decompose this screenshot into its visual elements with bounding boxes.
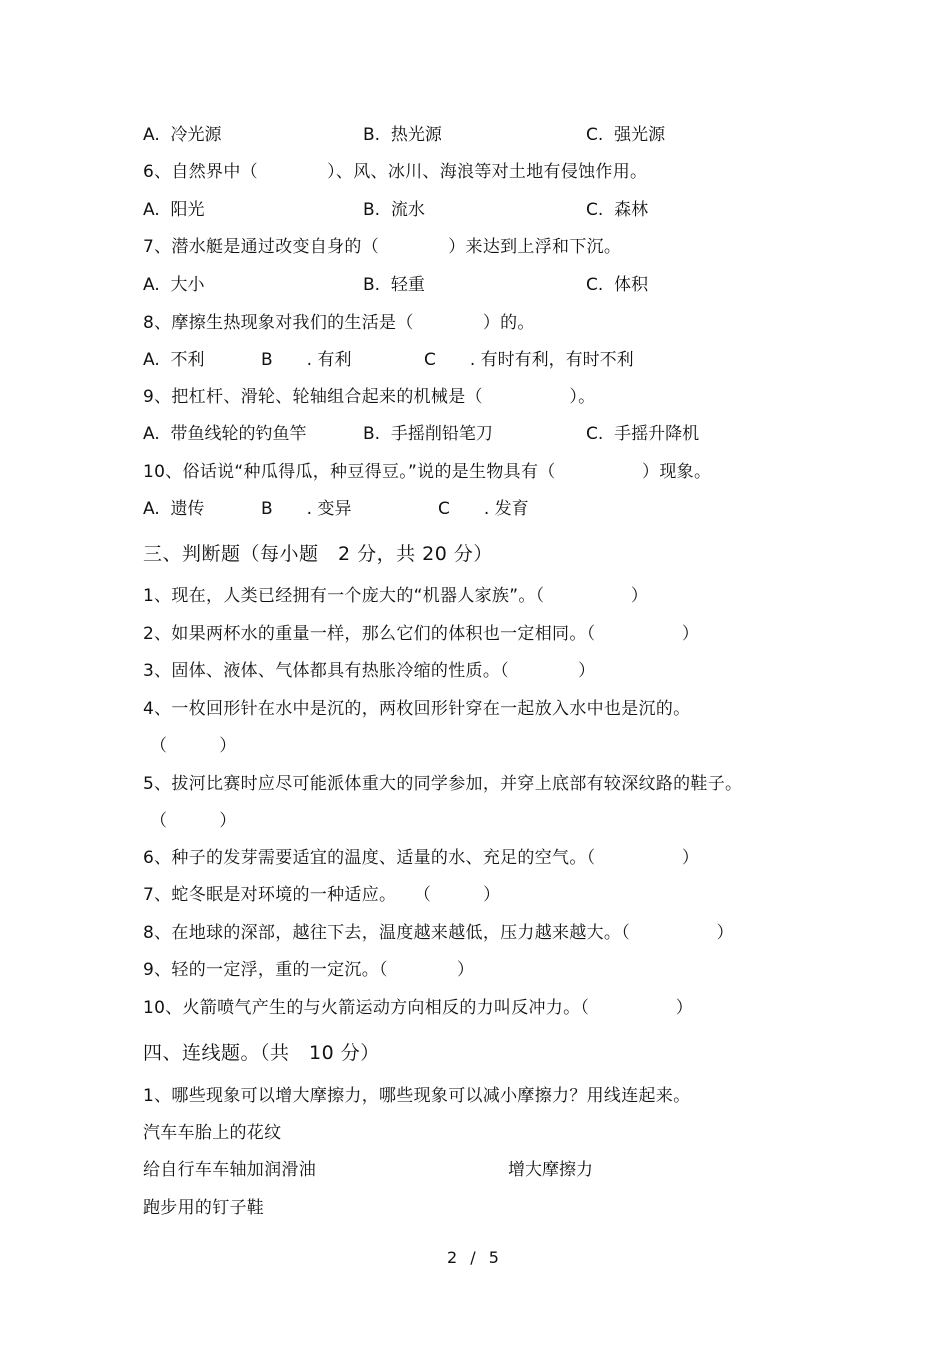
judge-item-3: 3、固体、液体、气体都具有热胀冷缩的性质。（ ）: [143, 661, 596, 681]
match-right-item: 增大摩擦力: [508, 1160, 593, 1180]
q8-option-c: C . 有时有利，有时不利: [424, 350, 634, 370]
judge-item-4-blank: （ ）: [150, 736, 237, 756]
judge-item-6: 6、种子的发芽需要适宜的温度、适量的水、充足的空气。（ ）: [143, 848, 700, 868]
q6-stem: 6、自然界中（ ）、风、冰川、海浪等对土地有侵蚀作用。: [143, 162, 648, 182]
judge-item-2: 2、如果两杯水的重量一样，那么它们的体积也一定相同。（ ）: [143, 624, 700, 644]
q10-option-a: A. 遗传: [143, 499, 205, 519]
q6-option-b: B. 流水: [363, 200, 425, 220]
q9-option-a: A. 带鱼线轮的钓鱼竿: [143, 424, 307, 444]
judge-item-10: 10、火箭喷气产生的与火箭运动方向相反的力叫反冲力。（ ）: [143, 998, 694, 1018]
match-left-item-3: 跑步用的钉子鞋: [143, 1198, 265, 1218]
q7-stem: 7、潜水艇是通过改变自身的（ ）来达到上浮和下沉。: [143, 237, 622, 257]
q10-option-c: C . 发育: [438, 499, 529, 519]
page-number: 2 / 5: [447, 1248, 503, 1267]
q10-stem: 10、俗话说“种瓜得瓜，种豆得豆。”说的是生物具有（ ）现象。: [143, 462, 712, 482]
q6-option-a: A. 阳光: [143, 200, 205, 220]
q7-option-b: B. 轻重: [363, 275, 425, 295]
judge-item-9: 9、轻的一定浮，重的一定沉。（ ）: [143, 960, 475, 980]
match-left-item-2: 给自行车车轴加润滑油: [143, 1160, 316, 1180]
section-4-title: 四、连线题。（共 10 分）: [143, 1042, 380, 1064]
q10-option-b: B . 变异: [261, 499, 352, 519]
judge-item-7: 7、蛇冬眠是对环境的一种适应。 （ ）: [143, 885, 501, 905]
q8-option-a: A. 不利: [143, 350, 205, 370]
judge-item-5: 5、拔河比赛时应尽可能派体重大的同学参加，并穿上底部有较深纹路的鞋子。: [143, 774, 743, 794]
match-left-item-1: 汽车车胎上的花纹: [143, 1123, 282, 1143]
q9-option-c: C. 手摇升降机: [586, 424, 700, 444]
q8-option-b: B . 有利: [261, 350, 352, 370]
judge-item-1: 1、现在，人类已经拥有一个庞大的“机器人家族”。（ ）: [143, 586, 649, 606]
q9-option-b: B. 手摇削铅笔刀: [363, 424, 493, 444]
q9-stem: 9、把杠杆、滑轮、轮轴组合起来的机械是（ ）。: [143, 387, 596, 407]
q6-option-c: C. 森林: [586, 200, 649, 220]
q5-option-c: C. 强光源: [586, 125, 666, 145]
q5-option-b: B. 热光源: [363, 125, 442, 145]
judge-item-5-blank: （ ）: [150, 811, 237, 831]
q8-stem: 8、摩擦生热现象对我们的生活是（ ）的。: [143, 313, 535, 333]
q7-option-c: C. 体积: [586, 275, 649, 295]
q5-option-a: A. 冷光源: [143, 125, 222, 145]
q7-option-a: A. 大小: [143, 275, 205, 295]
match-question-1: 1、哪些现象可以增大摩擦力，哪些现象可以减小摩擦力？用线连起来。: [143, 1086, 691, 1106]
section-3-title: 三、判断题（每小题 2 分，共 20 分）: [143, 543, 493, 565]
judge-item-4: 4、一枚回形针在水中是沉的，两枚回形针穿在一起放入水中也是沉的。: [143, 699, 691, 719]
judge-item-8: 8、在地球的深部，越往下去，温度越来越低，压力越来越大。（ ）: [143, 923, 734, 943]
